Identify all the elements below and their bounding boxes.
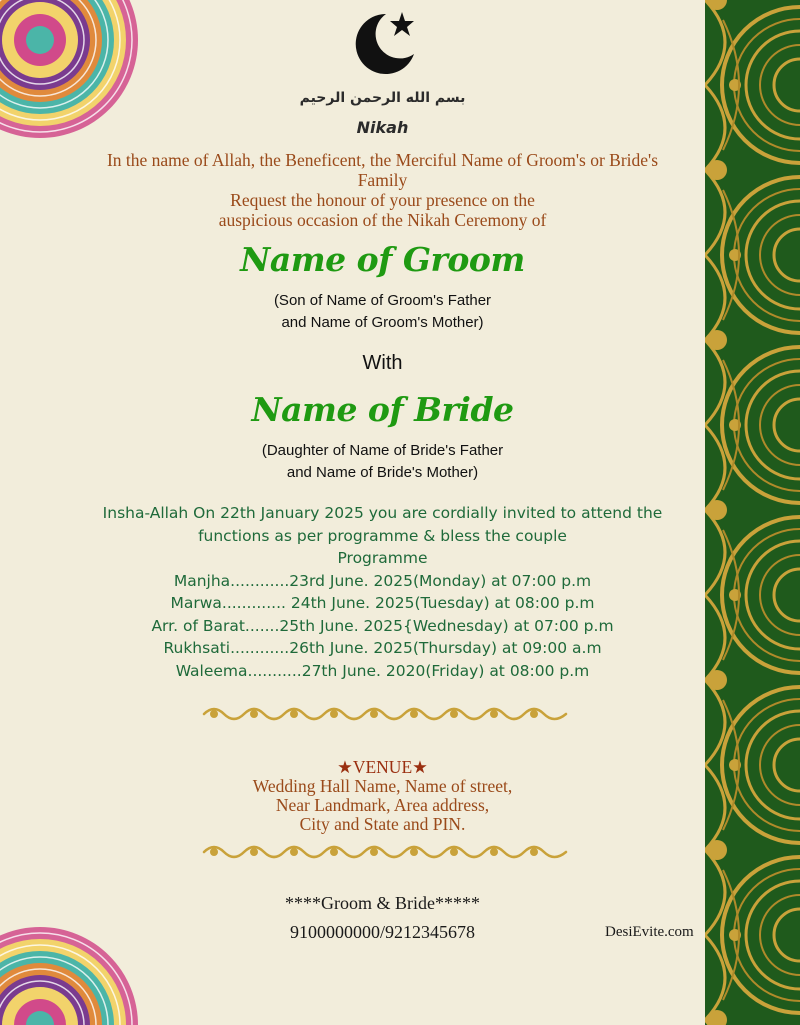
invitation-block: [70, 502, 695, 682]
intro-line: In the name of Allah, the Beneficent, the Merciful Name of Groom's or Bride's: [106, 150, 659, 170]
venue-title: ★VENUE★: [337, 757, 428, 777]
groom-parents: [60, 290, 705, 334]
intro-line: Request the honour of your presence on the: [230, 190, 535, 210]
venue-line: City and State and PIN.: [299, 814, 466, 834]
programme-item: Manjha............23rd June. 2025(Monday) at 07:00 p.m: [173, 571, 592, 590]
venue-line: Wedding Hall Name, Name of street,: [252, 776, 513, 796]
venue-line: Near Landmark, Area address,: [275, 795, 490, 815]
gold-scroll-divider: [200, 840, 570, 864]
programme-item: Arr. of Barat.......25th June. 2025{Wednesday) at 07:00 p.m: [151, 616, 614, 635]
intro-block: [70, 150, 695, 230]
contact-phone: 9100000000/9212345678: [289, 922, 475, 942]
groom-bride-signature: ****Groom & Bride*****: [285, 893, 480, 913]
crescent-star-icon: [350, 10, 420, 76]
with-text: With: [362, 352, 403, 374]
programme-item: Rukhsati............26th June. 2025(Thursday) at 09:00 a.m: [163, 639, 602, 657]
intro-line: Family: [357, 170, 408, 190]
programme-item: Marwa............. 24th June. 2025(Tuesday) at 08:00 p.m: [170, 594, 595, 612]
bride-name: Name of Bride: [251, 390, 514, 429]
gold-lattice-pattern: [705, 0, 800, 1025]
brand-watermark: DesiEvite.com: [605, 924, 694, 940]
bride-parents-line: and Name of Bride's Mother): [286, 464, 479, 481]
nikah-title: Nikah: [356, 118, 409, 137]
venue-block: [70, 758, 695, 834]
invitation-line: functions as per programme & bless the couple: [198, 526, 567, 545]
programme-item: Waleema...........27th June. 2020(Friday) at 08:00 p.m: [175, 661, 590, 680]
ornamental-side-border: [705, 0, 800, 1025]
bride-parents-line: (Daughter of Name of Bride's Father: [261, 442, 504, 459]
groom-parents-line: and Name of Groom's Mother): [281, 314, 484, 331]
programme-title: Programme: [337, 549, 428, 567]
intro-line: auspicious occasion of the Nikah Ceremony of: [218, 210, 547, 230]
gold-scroll-divider: [200, 702, 570, 726]
bride-parents: [60, 440, 705, 484]
bismillah-text: بسم الله الرحمن الرحيم: [299, 90, 466, 106]
groom-parents-line: (Son of Name of Groom's Father: [273, 292, 492, 309]
invitation-line: Insha-Allah On 22th January 2025 you are cordially invited to attend the: [102, 504, 663, 522]
groom-name: Name of Groom: [240, 240, 525, 279]
